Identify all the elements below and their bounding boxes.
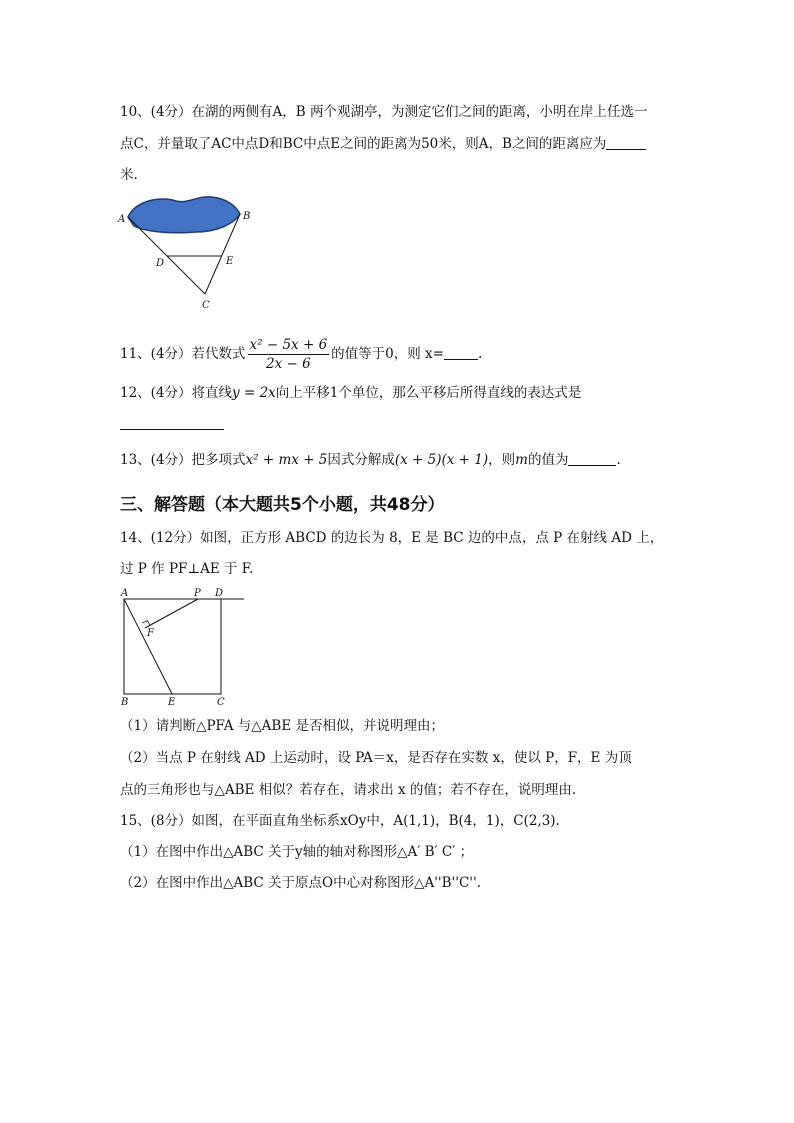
q13-m: m <box>515 452 528 468</box>
q11-denominator: 2x − 6 <box>266 356 311 372</box>
q12-expr: y = 2x <box>232 385 276 401</box>
label-p: P <box>194 588 201 599</box>
q11-end: . <box>477 346 483 362</box>
label-d: D <box>215 588 224 599</box>
q13-expr: x² + mx + 5 <box>245 452 328 468</box>
q12-prefix: 12、(4分）将直线 <box>120 385 233 401</box>
segment-ae <box>124 599 172 694</box>
right-angle-mark <box>143 621 151 626</box>
label-d: D <box>156 258 165 269</box>
q11-fraction <box>248 336 330 373</box>
q14-sub1: （1）请判断△PFA 与△ABE 是否相似，并说明理由； <box>120 718 444 734</box>
label-c: C <box>202 300 210 311</box>
label-e: E <box>226 256 234 267</box>
q13-middle: 因式分解成 <box>327 452 395 468</box>
label-c: C <box>217 697 225 708</box>
q15-sub1: （1）在图中作出△ABC 关于y轴的轴对称图形△A′ B′ C′ ； <box>120 844 474 860</box>
q10-answer-blank <box>606 135 646 150</box>
q12-blank-line <box>120 414 224 434</box>
q15-sub2: （2）在图中作出△ABC 关于原点O中心对称图形△A''B''C''. <box>120 875 482 891</box>
q13-period: . <box>616 452 621 468</box>
label-b: B <box>243 211 251 222</box>
q13-after: ，则 <box>488 452 516 468</box>
q12-answer-blank <box>120 415 224 430</box>
q10-line2 <box>120 134 646 154</box>
q14-line1: 14、(12分）如图，正方形 ABCD 的边长为 8，E 是 BC 边的中点，点 P 在射线 AD 上， <box>120 530 664 546</box>
q11-numerator: x² − 5x + 6 <box>249 337 328 353</box>
q11-answer-blank <box>444 345 478 360</box>
q10-line1: 10、(4分）在湖的两侧有A，B 两个观湖亭，为测定它们之间的距离，小明在岸上任选一 <box>120 104 648 120</box>
label-a: A <box>121 588 129 599</box>
segment-pf <box>145 599 198 628</box>
q14-line2: 过 P 作 PF⊥AE 于 F. <box>120 561 254 577</box>
q14-sub2a: （2）当点 P 在射线 AD 上运动时，设 PA＝x，是否存在实数 x，使以 P，F，E 为顶 <box>120 750 632 766</box>
q13-prefix: 13、(4分）把多项式 <box>120 452 246 468</box>
label-b: B <box>121 697 129 708</box>
q10-line3: 米. <box>120 167 138 183</box>
q11-suffix: 的值等于0，则 x= <box>331 346 444 362</box>
lake-shape <box>128 197 240 233</box>
q11-prefix: 11、(4分）若代数式 <box>120 346 246 362</box>
q10-line2-text: 点C，并量取了AC中点D和BC中点E之间的距离为50米，则A，B之间的距离应为 <box>120 136 607 152</box>
q12-line <box>120 383 581 403</box>
label-f: F <box>147 628 154 639</box>
q14-sub2b: 点的三角形也与△ABE 相似？若存在，请求出 x 的值；若不存在，说明理由. <box>120 782 577 798</box>
q14-square-figure <box>116 586 248 708</box>
label-e: E <box>168 697 176 708</box>
q13-end: 的值为 <box>527 452 569 468</box>
q13-factor: (x + 5)(x + 1) <box>394 452 489 468</box>
q11-line <box>120 336 482 373</box>
q10-lake-figure <box>116 192 256 314</box>
q15-line1: 15、(8分）如图，在平面直角坐标系xOy中，A(1,1)，B(4，1)，C(2,3). <box>120 813 560 829</box>
q12-suffix: 向上平移1个单位，那么平移后所得直线的表达式是 <box>275 385 582 401</box>
label-a: A <box>118 214 126 225</box>
section-3-title: 三、解答题（本大题共5个小题，共48分） <box>120 495 445 515</box>
q13-line <box>120 450 621 470</box>
q13-answer-blank <box>568 451 616 466</box>
